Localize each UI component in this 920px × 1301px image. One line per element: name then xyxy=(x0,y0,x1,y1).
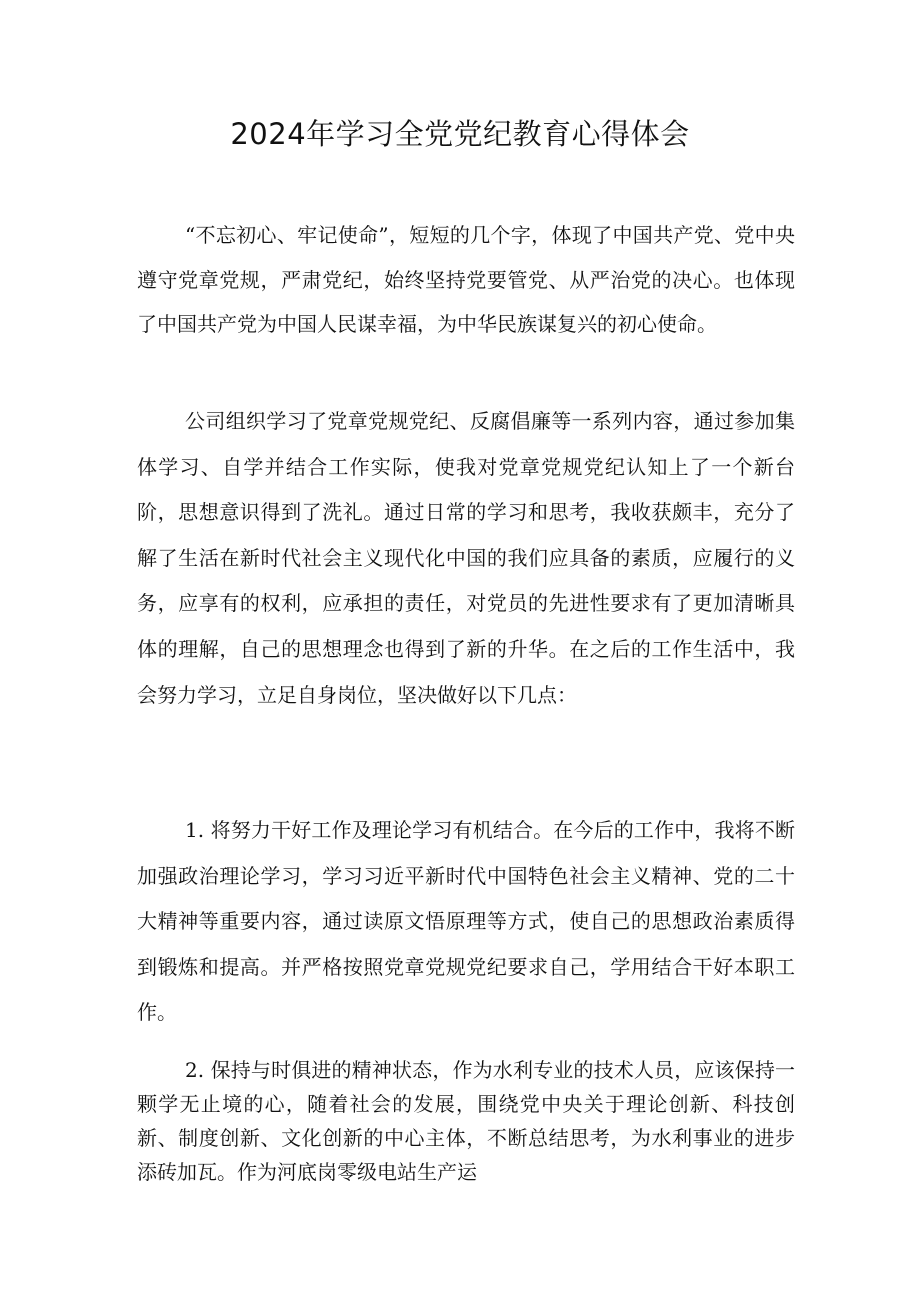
document-title: 2024年学习全党党纪教育心得体会 xyxy=(230,117,690,151)
paragraph-intro: “不忘初心、牢记使命”，短短的几个字，体现了中国共产党、党中央遵守党章党规，严肃党纪，始终坚持党要管党、从严治党的决心。也体现了中国共产党为中国人民谋幸福，为中华民族谋复兴的初心使命。 xyxy=(137,223,795,336)
paragraph-study-summary: 公司组织学习了党章党规党纪、反腐倡廉等一系列内容，通过参加集体学习、自学并结合工作实际，使我对党章党规党纪认知上了一个新台阶，思想意识得到了洗礼。通过日常的学习和思考，我收获颇丰，充分了解了生活在新时代社会主义现代化中国的我们应具备的素质，应履行的义务，应享有的权利，应承担的责任，对党员的先进性要求有了更加清晰具体的理解，自己的思想理念也得到了新的升华。在之后的工作生活中，我会努力学习，立足自身岗位，坚决做好以下几点： xyxy=(137,409,795,707)
paragraph-point-1: 1. 将努力干好工作及理论学习有机结合。在今后的工作中，我将不断加强政治理论学习，学习习近平新时代中国特色社会主义精神、党的二十大精神等重要内容，通过读原文悟原理等方式，使自己的思想政治素质得到锻炼和提高。并严格按照党章党规党纪要求自己，学用结合干好本职工作。 xyxy=(137,818,795,1025)
paragraph-point-2: 2. 保持与时俱进的精神状态，作为水利专业的技术人员，应该保持一颗学无止境的心，随着社会的发展，围绕党中央关于理论创新、科技创新、制度创新、文化创新的中心主体，不断总结思考，为水利事业的进步添砖加瓦。作为河底岗零级电站生产运 xyxy=(137,1058,795,1184)
